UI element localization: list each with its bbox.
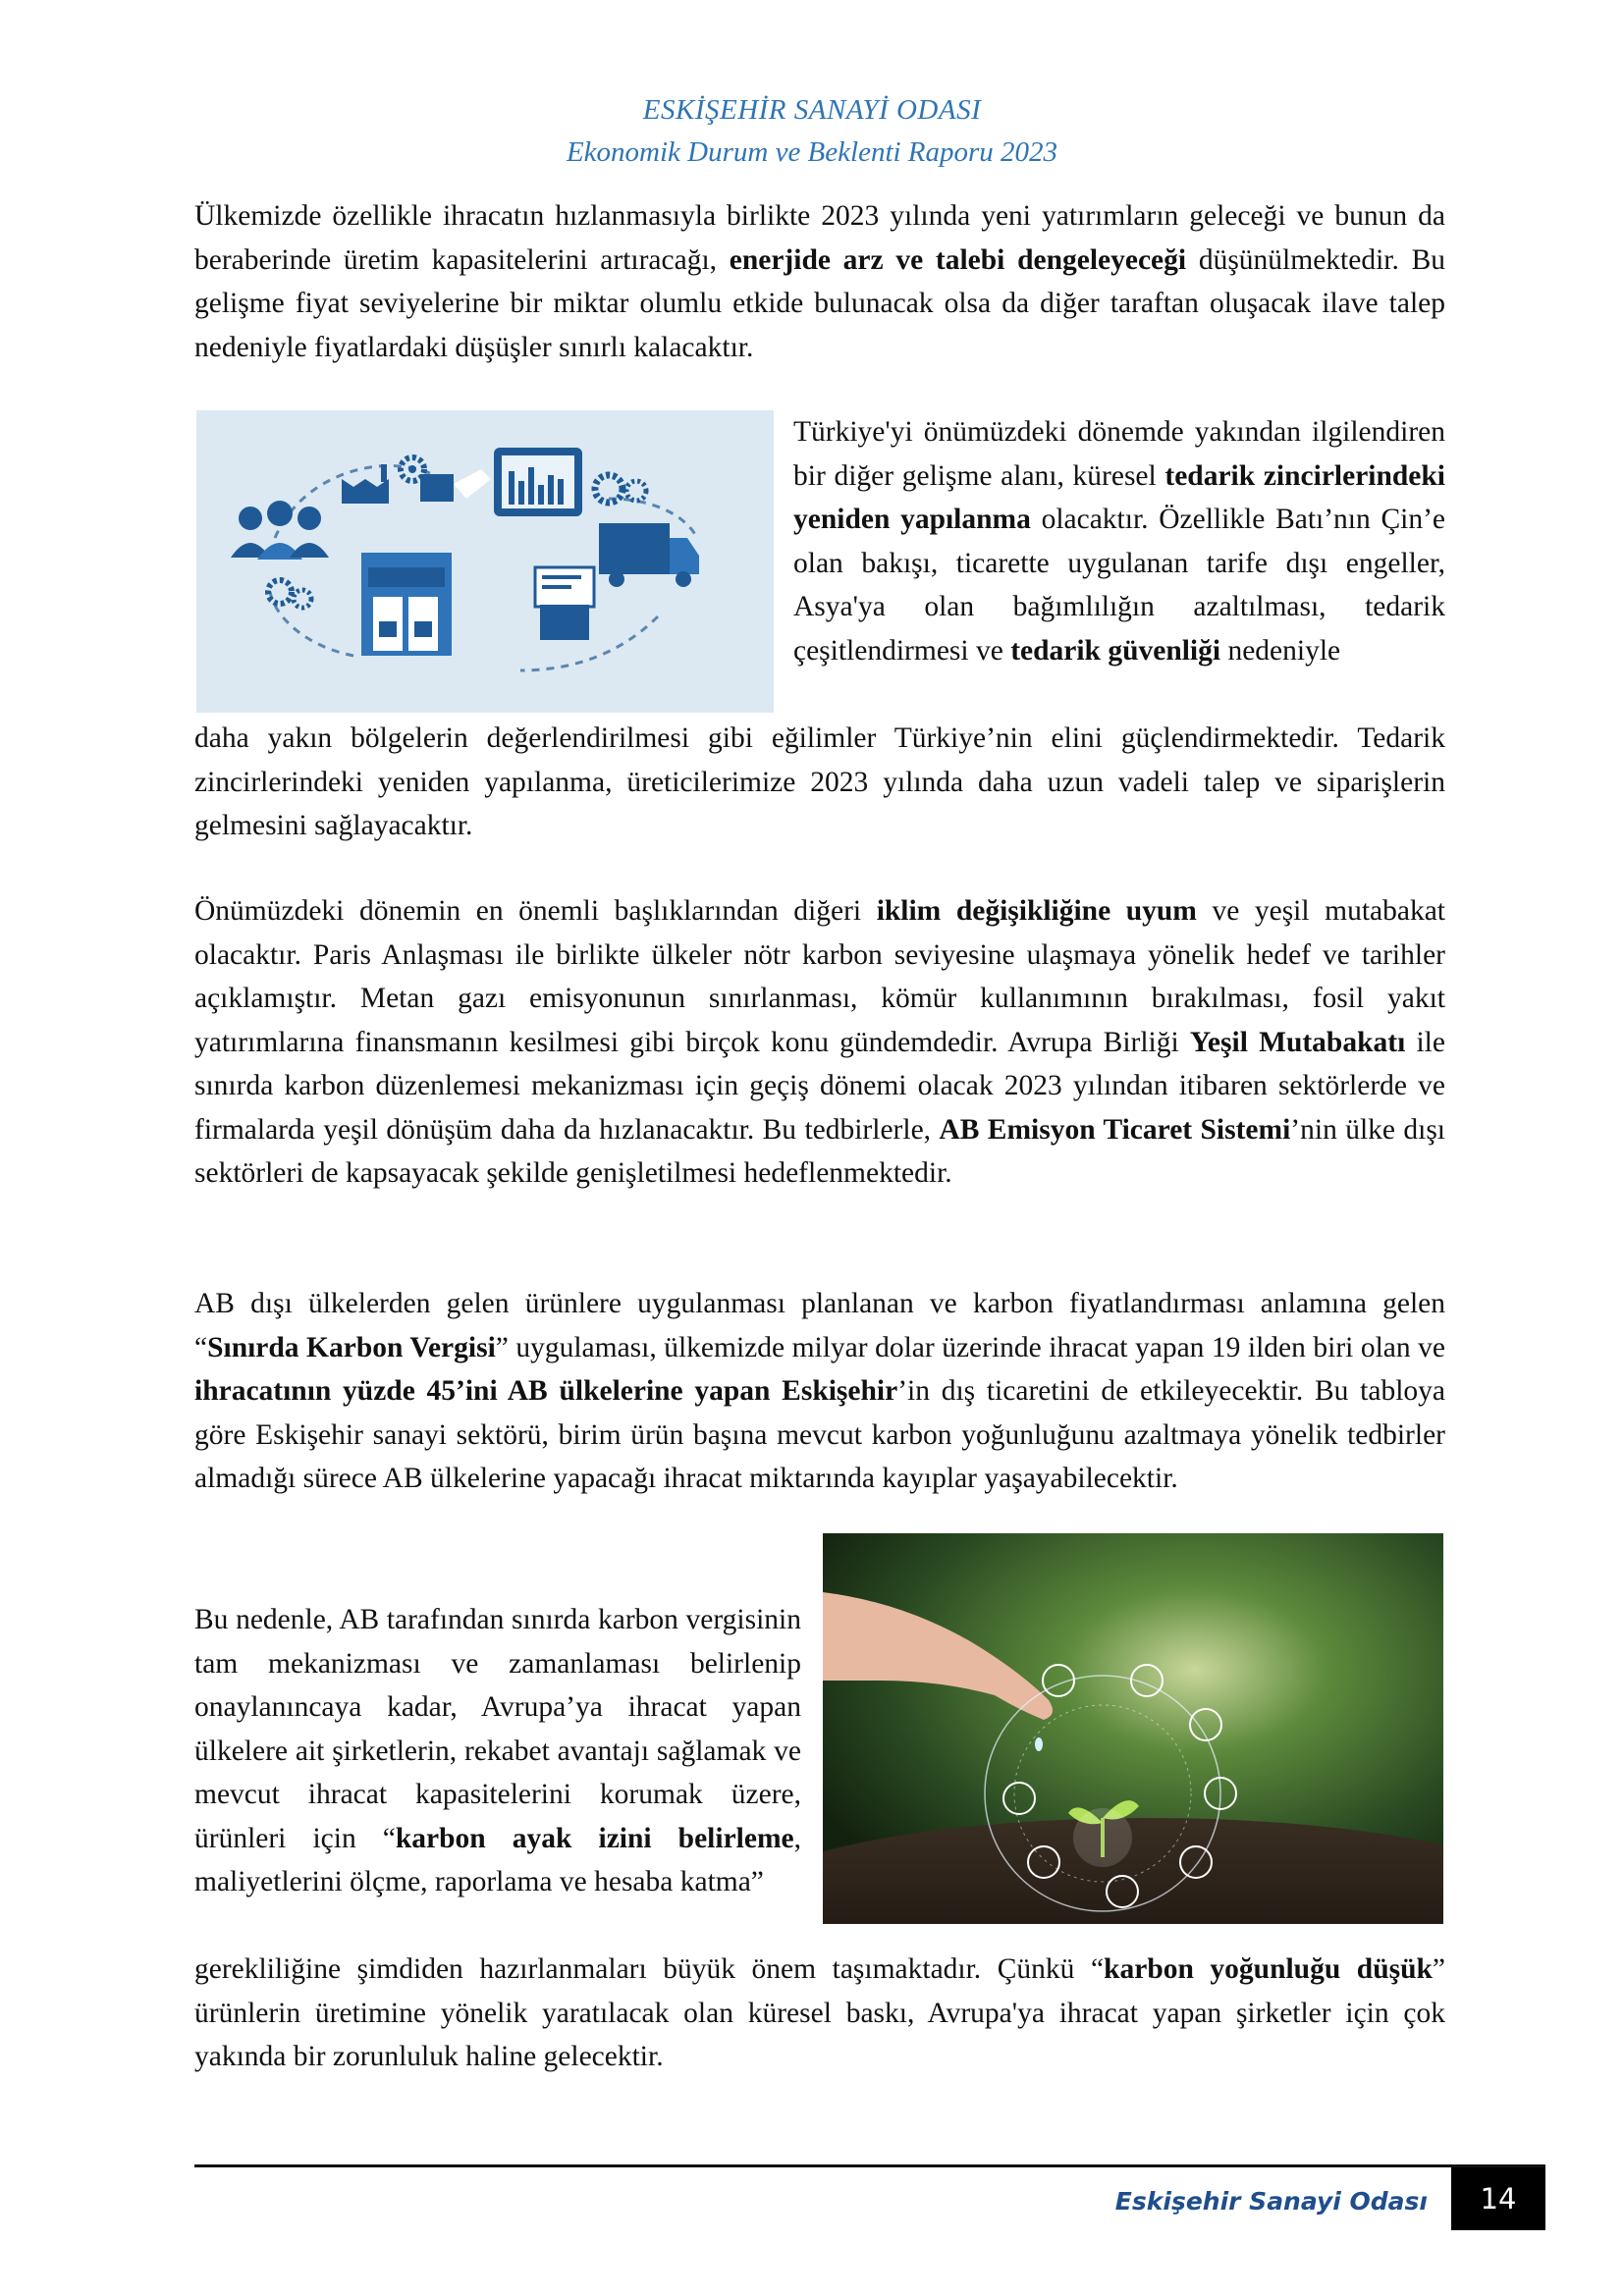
paragraph-2-continuation: daha yakın bölgelerin değerlendirilmesi gibi eğilimler Türkiye’nin elini güçlendirmektedir. Tedarik zincirlerindeki yeniden yapılanma, üreticilerimize 2023 yılında daha uzun vadeli talep ve siparişlerin gelmesini sağlayacaktır. (194, 722, 1445, 841)
page-number: 14 (1451, 2167, 1545, 2230)
paragraph-1 (194, 194, 1445, 369)
text: ” uygulaması, ülkemizde milyar dolar üzerinde ihracat yapan 19 ilden biri olan ve (495, 1331, 1445, 1363)
seedling-hand-photo (823, 1533, 1443, 1924)
paragraph-4 (194, 1282, 1445, 1501)
text: ’nin ülke dışı sektörleri de kapsayacak şekilde genişletilmesi hedeflenmektedir. (194, 1113, 1445, 1189)
footer-divider (194, 2164, 1545, 2167)
paragraph-5-continuation (194, 1948, 1445, 2079)
bold-text: iklim değişikliğine uyum (876, 895, 1197, 927)
text: ” ürünlerin üretimine yönelik yaratılacak olan küresel baskı, Avrupa'ya ihracat yapan şirketler için çok yakında bir zorunluluk haline gelecektir. (194, 1953, 1445, 2072)
bold-text: tedarik güvenliği (1010, 634, 1221, 667)
text: gerekliliğine şimdiden hazırlanmaları büyük önem taşımaktadır. Çünkü “ (194, 1953, 1105, 1985)
supply-chain-icon (196, 410, 774, 713)
text: düşünülmektedir. Bu gelişme fiyat seviyelerine bir miktar olumlu etkide bulunacak olsa da diğer taraftan oluşacak ilave talep nedeniyle fiyatlardaki düşüşler sınırlı kalacaktır. (194, 243, 1445, 363)
header-report-title: Ekonomik Durum ve Beklenti Raporu 2023 (566, 136, 1058, 168)
bold-text: karbon ayak izini belirleme (395, 1822, 794, 1854)
text: nedeniyle (1220, 634, 1341, 667)
footer-org: Eskişehir Sanayi Odası (1114, 2187, 1428, 2216)
bold-text: tedarik zincirlerindeki yeniden yapılanma (793, 459, 1445, 535)
seedling-photo-icon (823, 1533, 1443, 1924)
text: Önümüzdeki dönemin en önemli başlıklarından diğeri (194, 895, 877, 927)
bold-text: AB Emisyon Ticaret Sistemi (939, 1113, 1291, 1146)
paragraph-3 (194, 889, 1445, 1196)
bold-text: Yeşil Mutabakatı (1189, 1026, 1406, 1058)
text: Türkiye'yi önümüzdeki dönemde yakından ilgilendiren bir diğer gelişme alanı, küresel (793, 416, 1445, 492)
text: AB dışı ülkelerden gelen ürünlere uygulanması planlanan ve karbon fiyatlandırması anlamına gelen “ (194, 1288, 1445, 1363)
text: Ülkemizde özellikle ihracatın hızlanmasıyla birlikte 2023 yılında yeni yatırımların geleceği ve bunun da beraberinde üretim kapasitelerini artıracağı, (194, 200, 1445, 276)
text: ve yeşil mutabakat olacaktır. Paris Anlaşması ile birlikte ülkeler nötr karbon seviyesine ulaşmaya yönelik hedef ve tarihler açıklamıştır. Metan gazı emisyonunun sınırlanması, kömür kullanımının bırakılması, fosil yakıt yatırımlarına finansmanın kesilmesi gibi birçok konu gündemdedir. Avrupa Birliği (194, 895, 1445, 1058)
bold-text: enerjide arz ve talebi dengeleyeceği (729, 243, 1187, 276)
bold-text: karbon yoğunluğu düşük (1104, 1953, 1433, 1985)
paragraph-5-column (194, 1598, 801, 1904)
paragraph-2-column (793, 410, 1445, 672)
text: ’in dış ticaretini de etkileyecektir. Bu tabloya göre Eskişehir sanayi sektörü, birim ürün başına mevcut karbon yoğunluğunu azaltmaya yönelik tedbirler almadığı sürece AB ülkelerine yapacağı ihracat miktarında kayıplar yaşayabilecektir. (194, 1375, 1445, 1494)
supply-chain-illustration (196, 410, 774, 713)
header-org: ESKİŞEHİR SANAYİ ODASI (642, 94, 982, 126)
text: , maliyetlerini ölçme, raporlama ve hesaba katma” (194, 1822, 801, 1897)
bold-text: ihracatının yüzde 45’ini AB ülkelerine yapan Eskişehir (194, 1375, 898, 1407)
bold-text: Sınırda Karbon Vergisi (207, 1331, 496, 1363)
text: olacaktır. Özellikle Batı’nın Çin’e olan bakışı, ticarette uygulanan tarife dışı engeller, Asya'ya olan bağımlılığın azaltılması, tedarik çeşitlendirmesi ve (793, 504, 1446, 667)
text: Bu nedenle, AB tarafından sınırda karbon vergisinin tam mekanizması ve zamanlaması belirlenip onaylanıncaya kadar, Avrupa’ya ihracat yapan ülkelere ait şirketlerin, rekabet avantajı sağlamak ve mevcut ihracat kapasitelerini korumak üzere, ürünleri için “ (194, 1604, 801, 1854)
text: ile sınırda karbon düzenlemesi mekanizması için geçiş dönemi olacak 2023 yılından itibaren sektörlerde ve firmalarda yeşil dönüşüm daha da hızlanacaktır. Bu tedbirlerle, (194, 1026, 1445, 1146)
